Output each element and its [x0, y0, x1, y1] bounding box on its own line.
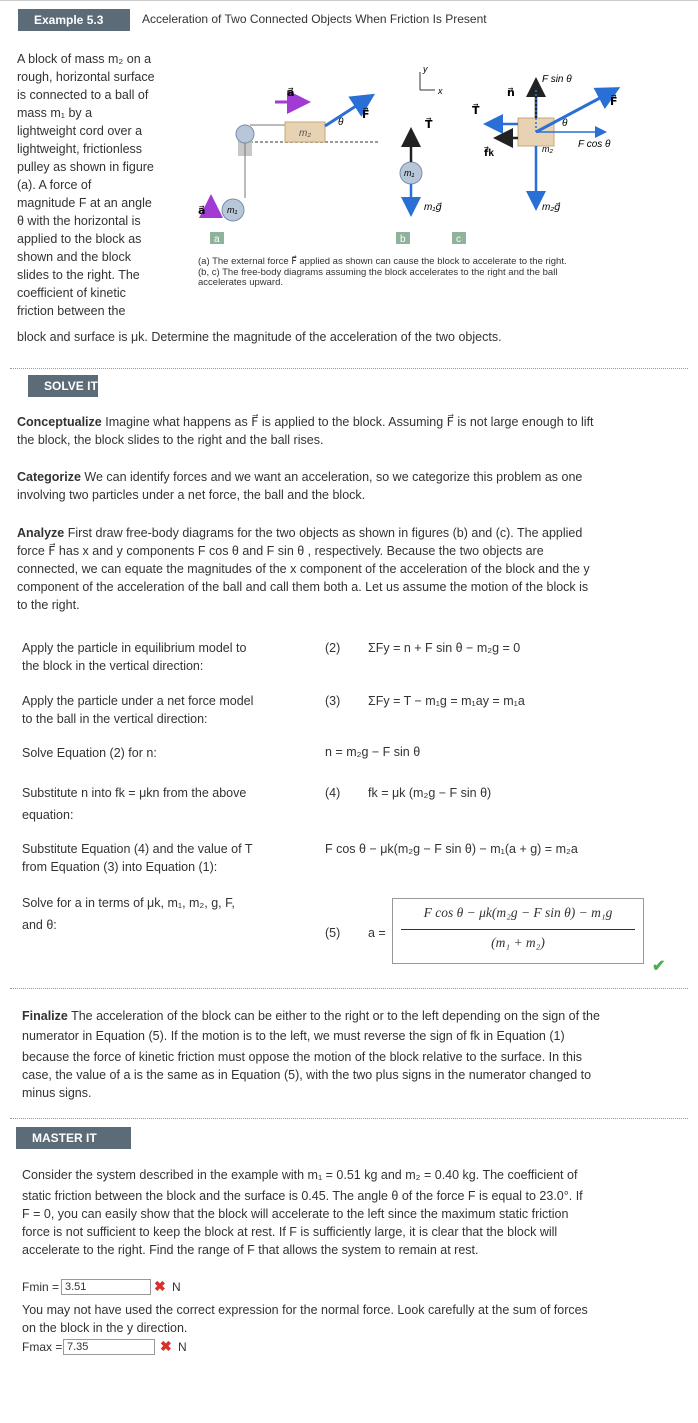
- m1g-label: m₁g⃗: [424, 202, 442, 213]
- eq-5-lhs: a =: [368, 926, 386, 940]
- finalize-text: because the force of kinetic friction must oppose the motion of the block relative to the surface. In this: [22, 1050, 583, 1064]
- intro-line: rough, horizontal surface: [17, 70, 155, 84]
- master-text: accelerate to the right. Find the range of F that allows the system to remain at rest.: [22, 1243, 479, 1257]
- F-fbd-arrow: [536, 90, 615, 132]
- fmax-input[interactable]: 7.35: [63, 1339, 155, 1355]
- eq-2-number: (2): [325, 641, 341, 655]
- x-axis-label: x: [438, 86, 443, 96]
- step-3-description: [22, 692, 312, 728]
- finalize-label: Finalize: [22, 1009, 68, 1023]
- step-text: to the ball in the vertical direction:: [22, 712, 208, 726]
- ball-m1-label: m₁: [227, 205, 238, 215]
- step-text: and θ:: [22, 918, 57, 932]
- intro-line: (a). A force of: [17, 178, 92, 192]
- step-2-description: [22, 639, 312, 675]
- fmin-unit: N: [172, 1280, 181, 1294]
- solve-it-badge: SOLVE IT: [28, 375, 98, 397]
- y-axis-label: y: [423, 64, 428, 74]
- master-it-badge: MASTER IT: [16, 1127, 131, 1149]
- answer-box-a[interactable]: [392, 898, 644, 964]
- conceptualize-text: Imagine what happens as F⃗ is applied to the block. Assuming F⃗ is not large enough to lift: [105, 415, 594, 429]
- step-text: Solve for a in terms of μk, m₁, m₂, g, F,: [22, 896, 235, 910]
- eq-5-number: (5): [325, 926, 341, 940]
- wrong-x-icon: ✖: [154, 1278, 166, 1294]
- analyze-text: First draw free-body diagrams for the two objects as shown in figures (b) and (c). The applied: [67, 526, 583, 540]
- master-paragraph: [22, 1166, 692, 1259]
- intro-line: lightweight cord over a: [17, 124, 143, 138]
- theta-c-label: θ: [562, 118, 568, 129]
- intro-line: shown and the block: [17, 250, 131, 264]
- master-text: static friction between the block and the surface is 0.45. The angle θ of the force F is equal to 23.0°. If: [22, 1189, 583, 1203]
- intro-line: coefficient of kinetic: [17, 286, 126, 300]
- conceptualize-text: the block, the block slides to the right and the ball rises.: [17, 433, 324, 447]
- hint-text: [22, 1301, 682, 1337]
- step-text: Apply the particle in equilibrium model to: [22, 641, 247, 655]
- intro-line: applied to the block as: [17, 232, 142, 246]
- step-text: from Equation (3) into Equation (1):: [22, 860, 218, 874]
- finalize-text: numerator in Equation (5). If the motion is to the left, we must reverse the sign of fk in Equation (1): [22, 1029, 565, 1043]
- hint-line: on the block in the y direction.: [22, 1321, 188, 1335]
- conceptualize-paragraph: [17, 413, 677, 449]
- tension-block-label: T⃗: [472, 105, 480, 117]
- intro-line: slides to the right. The: [17, 268, 140, 282]
- intro-last-line: block and surface is μk. Determine the magnitude of the acceleration of the two objects.: [17, 330, 502, 344]
- friction-label: f⃗k: [484, 148, 494, 159]
- caption-bc: (b, c) The free-body diagrams assuming the block accelerates to the right and the ball: [198, 266, 558, 278]
- divider: [10, 988, 688, 989]
- pulley-icon: [236, 125, 254, 143]
- step-5-description: [22, 894, 312, 934]
- categorize-text: involving two particles under a net force, the ball and the block.: [17, 488, 366, 502]
- fraction-bar: [401, 929, 635, 930]
- categorize-paragraph: [17, 468, 677, 504]
- figure-caption: [198, 257, 638, 289]
- F-fbd-label: F⃗: [610, 96, 618, 108]
- divider: [10, 368, 688, 369]
- analyze-text: connected, we can equate the magnitudes of the x component of the acceleration of the block and the y: [17, 562, 590, 576]
- step-text: Apply the particle under a net force model: [22, 694, 254, 708]
- step-text: Substitute Equation (4) and the value of T: [22, 842, 253, 856]
- eq-1-substituted: F cos θ − μk(m₂g − F sin θ) − m₁(a + g) = m₂a: [325, 842, 578, 856]
- intro-line: pulley as shown in figure: [17, 160, 154, 174]
- free-body-figure: [190, 60, 640, 255]
- label-a: a: [214, 234, 220, 245]
- block-fbd-label: m₂: [542, 144, 553, 154]
- eq-2: ΣFy = n + F sin θ − m₂g = 0: [368, 641, 521, 655]
- figure-a: [198, 87, 380, 245]
- answer-numerator: F cos θ − μk(m₂g − F sin θ) − m₁g: [423, 905, 613, 920]
- label-b: b: [400, 234, 406, 245]
- finalize-text: case, the value of a is the same as in Equation (5), with the two plus signs in the numerator changed to: [22, 1068, 592, 1082]
- fmax-label: Fmax =: [22, 1340, 63, 1354]
- tension-label: T⃗: [425, 119, 433, 131]
- caption-bc2: accelerates upward.: [198, 277, 284, 288]
- ball-a-label: a⃗: [198, 205, 206, 217]
- eq-n: n = m₂g − F sin θ: [325, 745, 421, 759]
- example-badge: Example 5.3: [18, 9, 130, 31]
- master-text: Consider the system described in the example with m₁ = 0.51 kg and m₂ = 0.40 kg. The coefficient of: [22, 1168, 578, 1182]
- theta-label: θ: [338, 117, 344, 128]
- categorize-label: Categorize: [17, 470, 81, 484]
- m2g-label: m₂g⃗: [542, 202, 561, 213]
- eq-3: ΣFy = T − m₁g = m₁ay = m₁a: [368, 694, 525, 708]
- step-text: Substitute n into fk = μkn from the above: [22, 786, 247, 800]
- analyze-label: Analyze: [17, 526, 65, 540]
- master-text: F = 0, you can easily show that the block will accelerate to the left since the maximum static friction: [22, 1207, 569, 1221]
- step-text: equation:: [22, 808, 74, 822]
- F-label: F⃗: [362, 109, 370, 121]
- intro-line: θ with the horizontal is: [17, 214, 141, 228]
- m2-label: m₂: [299, 128, 312, 139]
- finalize-text: The acceleration of the block can be either to the right or to the left depending on the sign of the: [71, 1009, 600, 1023]
- intro-line: lightweight, frictionless: [17, 142, 143, 156]
- figure-c: [452, 74, 618, 245]
- Fcos-label: F cos θ: [578, 139, 611, 150]
- analyze-text: force F⃗ has x and y components F cos θ and F sin θ , respectively. Because the two objects are: [17, 544, 544, 558]
- analyze-paragraph: [17, 524, 687, 614]
- intro-line: magnitude F at an angle: [17, 196, 152, 210]
- step-solve-n: Solve Equation (2) for n:: [22, 746, 157, 760]
- finalize-paragraph: [22, 1007, 682, 1102]
- intro-line: mass m₁ by a: [17, 106, 93, 120]
- eq-4-number: (4): [325, 786, 341, 800]
- categorize-text: We can identify forces and we want an acceleration, so we categorize this problem as one: [84, 470, 583, 484]
- eq-3-number: (3): [325, 694, 341, 708]
- hint-line: You may not have used the correct expression for the normal force. Look carefully at the sum of forces: [22, 1303, 588, 1317]
- caption-a: (a) The external force F⃗ applied as shown can cause the block to accelerate to the right.: [198, 256, 567, 267]
- ball-fbd-label: m₁: [404, 168, 415, 178]
- correct-check-icon: ✔: [652, 958, 666, 975]
- step-substitute: [22, 840, 312, 876]
- fmin-input[interactable]: 3.51: [61, 1279, 151, 1295]
- intro-line: friction between the: [17, 304, 126, 318]
- n-label: n⃗: [507, 87, 515, 99]
- conceptualize-label: Conceptualize: [17, 415, 102, 429]
- intro-text: [17, 50, 177, 320]
- eq-4: fk = μk (m₂g − F sin θ): [368, 786, 492, 800]
- wrong-x-icon: ✖: [160, 1338, 172, 1354]
- example-title: Acceleration of Two Connected Objects When Friction Is Present: [142, 12, 487, 26]
- label-c: c: [456, 234, 461, 245]
- analyze-text: to the right.: [17, 598, 80, 612]
- master-text: force is not sufficient to keep the block at rest. If F is sufficiently large, it is clear that the block will: [22, 1225, 558, 1239]
- answer-denominator: (m₁ + m₂): [491, 935, 545, 950]
- step-4-description: [22, 784, 312, 824]
- step-text: the block in the vertical direction:: [22, 659, 204, 673]
- Fsin-label: F sin θ: [542, 74, 572, 85]
- figure-b: [396, 64, 443, 245]
- fmax-unit: N: [178, 1340, 187, 1354]
- a-label: a⃗: [287, 87, 295, 99]
- fmin-label: Fmin =: [22, 1280, 60, 1294]
- divider: [10, 1118, 688, 1119]
- finalize-text: minus signs.: [22, 1086, 92, 1100]
- intro-line: A block of mass m₂ on a: [17, 52, 152, 66]
- intro-line: is connected to a ball of: [17, 88, 149, 102]
- analyze-text: component of the acceleration of the ball and call them both a. Let us assume the motion of the block is: [17, 580, 589, 594]
